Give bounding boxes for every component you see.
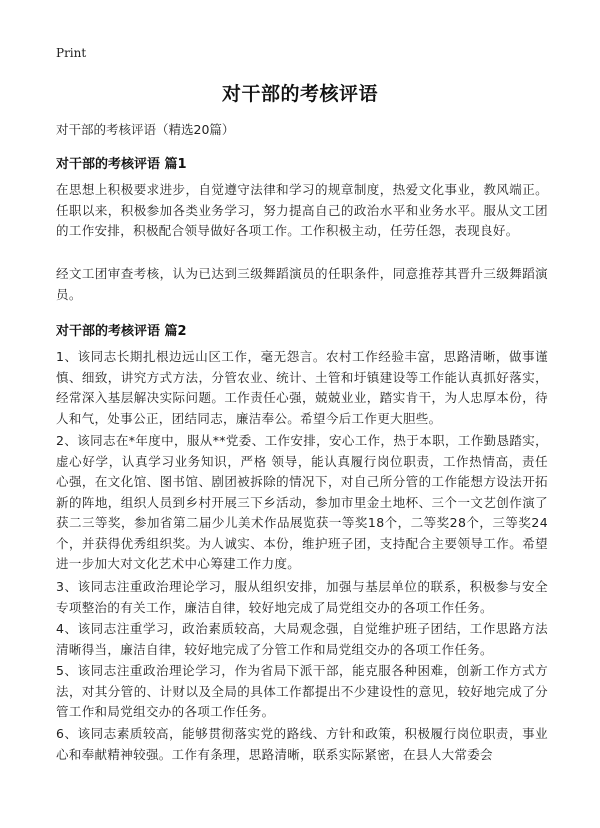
section-2-paragraph-3: 3、该同志注重政治理论学习，服从组织安排，加强与基层单位的联系，积极参与安全专项整治的有关工作，廉洁自律，较好地完成了局党组交办的各项工作任务。	[56, 579, 548, 615]
section-heading-1: 对干部的考核评语 篇1	[56, 157, 187, 172]
section-2-paragraph-4: 4、该同志注重学习，政治素质较高，大局观念强，自觉维护班子团结，工作思路方法清晰得当，廉洁自律，较好地完成了分管工作和局党组交办的各项工作任务。	[56, 621, 548, 657]
section-heading-2: 对干部的考核评语 篇2	[56, 324, 187, 339]
section-2-paragraph-1: 1、该同志长期扎根边远山区工作，毫无怨言。农村工作经验丰富，思路清晰，做事谨慎、细致，讲究方式方法，分管农业、统计、土管和圩镇建设等工作能认真抓好落实，经常深入基层解决实际问题。工作责任心强，兢兢业业，踏实肯干，为人忠厚本份，待人和气，处事公正，团结同志，廉洁奉公。希望今后工作更大胆些。	[56, 349, 548, 426]
document-subtitle: 对干部的考核评语（精选20篇）	[56, 122, 235, 137]
print-label[interactable]: Print	[56, 46, 87, 60]
section-2-paragraph-6: 6、该同志素质较高，能够贯彻落实党的路线、方针和政策，积极履行岗位职责，事业心和奉献精神较强。工作有条理，思路清晰，联系实际紧密，在县人大常委会	[56, 726, 548, 762]
section-1-paragraph-2: 经文工团审查考核，认为已达到三级舞蹈演员的任职条件，同意推荐其晋升三级舞蹈演员。	[56, 266, 548, 302]
section-2-paragraph-2: 2、该同志在*年度中，服从**党委、工作安排，安心工作，热于本职，工作勤恳踏实，虚心好学，认真学习业务知识，严格 领导，能认真履行岗位职责，工作热情高，责任心强，在文化馆、图书馆、剧团被拆除的情况下，对自己所分管的工作能想方设法开拓新的阵地，组织人员到乡村开展三下乡活动，参加市里金土地杯、三个一文艺创作演了获二三等奖，参加省第二届少儿美术作品展览获一等奖18个，二等奖28个，三等奖24个，并获得优秀组织奖。为人诚实、本份，维护班子团，支持配合主要领导工作。希望进一步加大对文化艺术中心筹建工作力度。	[56, 433, 548, 571]
section-1-paragraph-1: 在思想上积极要求进步，自觉遵守法律和学习的规章制度，热爱文化事业，教风端正。任职以来，积极参加各类业务学习，努力提高自己的政治水平和业务水平。服从文工团的工作安排，积极配合领导做好各项工作。工作积极主动，任劳任怨，表现良好。	[56, 182, 548, 238]
document-title: 对干部的考核评语	[221, 83, 378, 105]
section-2-paragraph-5: 5、该同志注重政治理论学习，作为省局下派干部，能克服各种困难，创新工作方式方法，对其分管的、计财以及全局的具体工作都提出不少建设性的意见，较好地完成了分管工作和局党组交办的各项工作任务。	[56, 663, 548, 719]
